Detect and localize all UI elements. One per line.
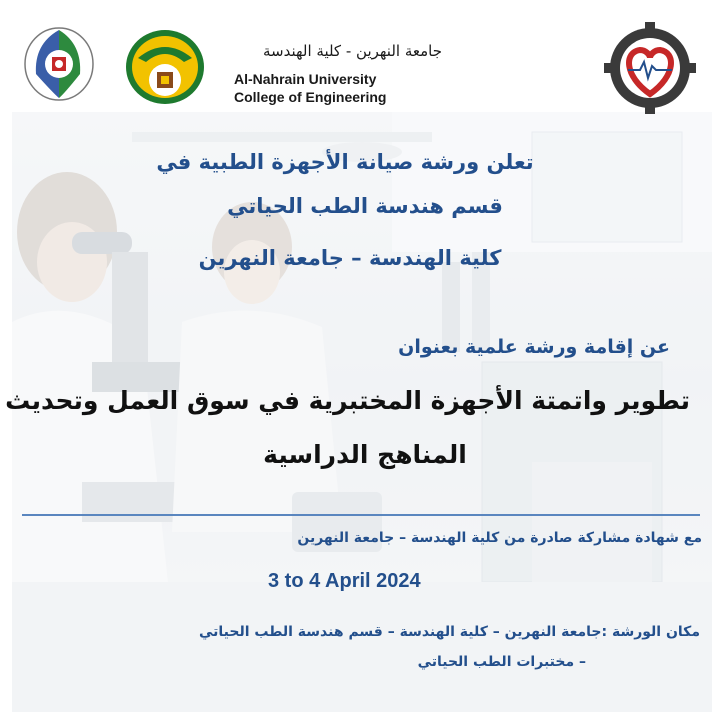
- venue-line-2: – مختبرات الطب الحياتي: [417, 654, 586, 670]
- biomedical-engineering-logo: [604, 22, 696, 114]
- certificate-note: مع شهادة مشاركة صادرة من كلية الهندسة – جامعة النهرين: [297, 530, 702, 546]
- announcement-line-3: كلية الهندسة – جامعة النهرين: [198, 246, 502, 270]
- workshop-title-line-1: تطوير واتمتة الأجهزة المختبرية في سوق العمل وتحديث: [5, 386, 690, 415]
- announcement-line-1: تعلن ورشة صيانة الأجهزة الطبية في: [156, 150, 534, 174]
- university-name-english: [234, 70, 386, 106]
- university-name-arabic: جامعة النهرين - كلية الهندسة: [262, 42, 442, 60]
- workshop-title-line-2: المناهج الدراسية: [263, 440, 467, 469]
- venue-line-1: مكان الورشة :جامعة النهرين – كلية الهندسة – قسم هندسة الطب الحياتي: [199, 624, 700, 640]
- department-emblem-logo: [14, 24, 104, 104]
- workshop-date: 3 to 4 April 2024: [268, 570, 421, 592]
- workshop-subheading: عن إقامة ورشة علمية بعنوان: [398, 336, 670, 358]
- college-name-line: College of Engineering: [234, 89, 387, 105]
- divider-line: [22, 514, 700, 516]
- announcement-line-2: قسم هندسة الطب الحياتي: [227, 194, 503, 218]
- al-nahrain-university-logo: [124, 28, 206, 106]
- university-name-line: Al-Nahrain University: [234, 71, 377, 87]
